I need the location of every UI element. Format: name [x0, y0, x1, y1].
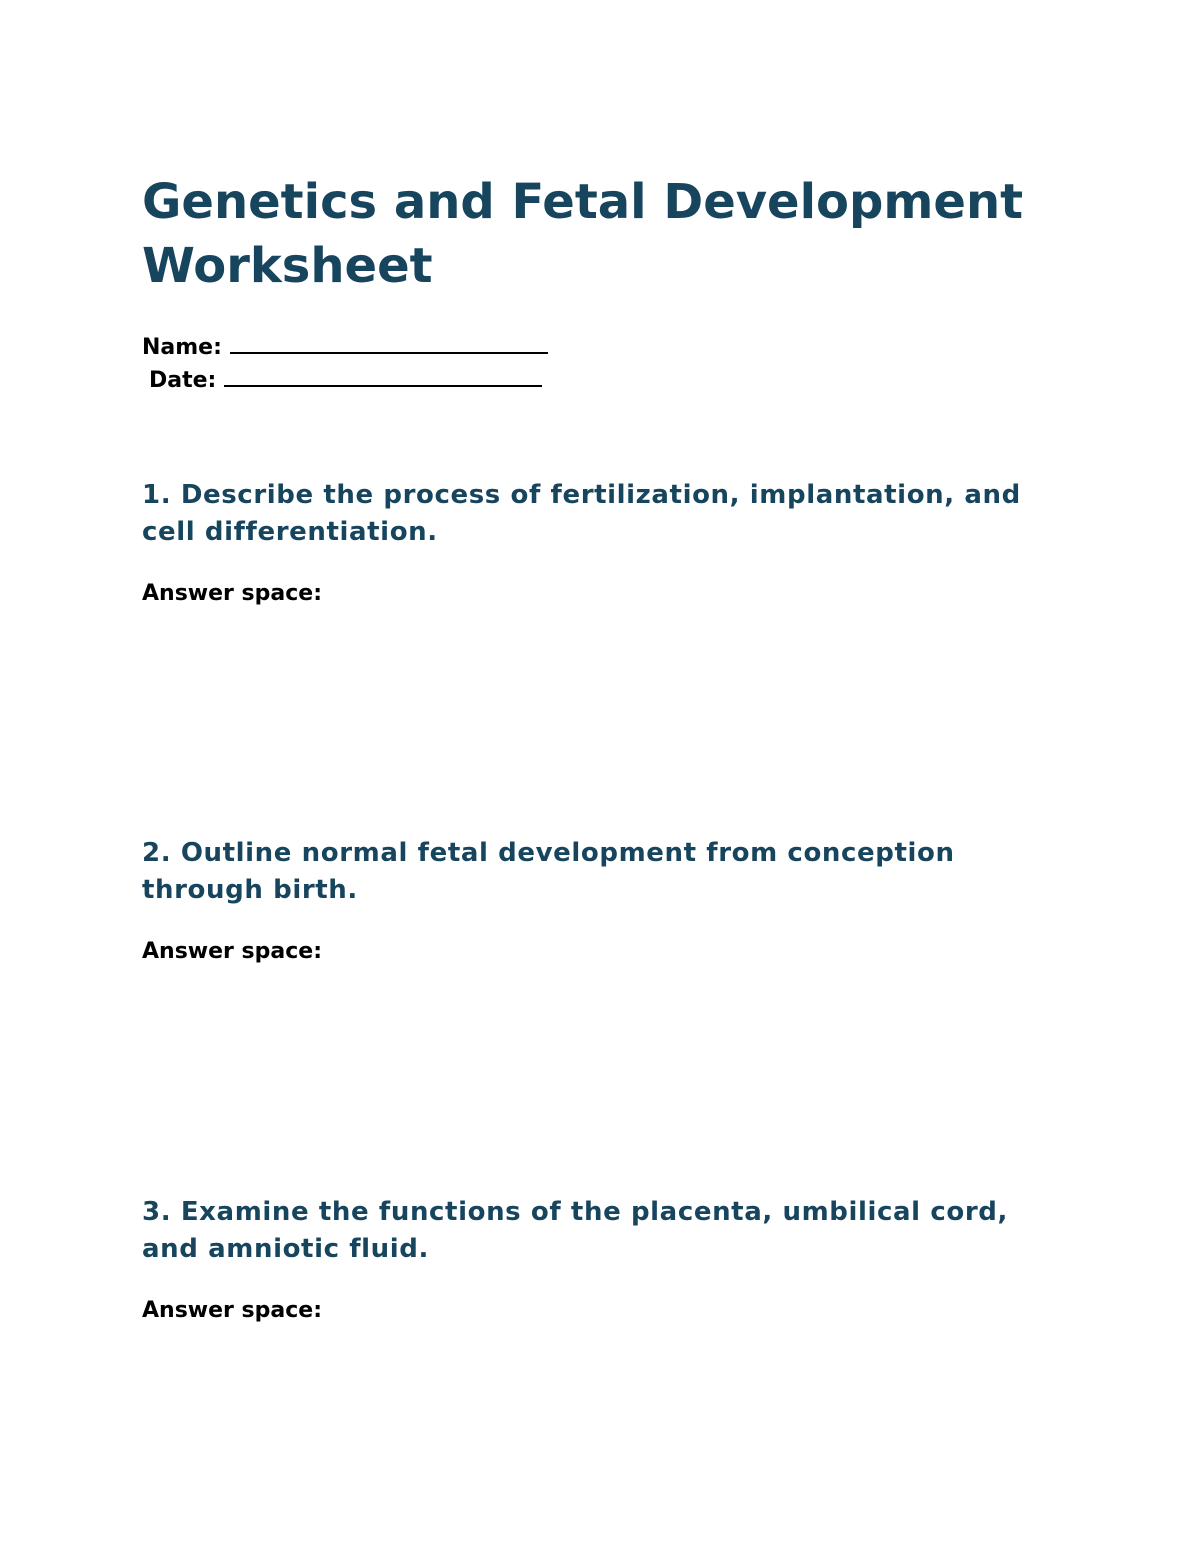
name-label: Name: — [142, 335, 222, 360]
date-field — [149, 363, 542, 396]
name-field — [142, 330, 548, 363]
date-blank-line — [224, 363, 542, 387]
name-blank-line — [230, 330, 548, 354]
answer-space-label-3: Answer space: — [142, 1298, 322, 1323]
question-3: 3. Examine the functions of the placenta, umbilical cord, and amniotic fluid. — [142, 1197, 1008, 1264]
question-1: 1. Describe the process of fertilization, implantation, and cell differentiation. — [142, 480, 1021, 547]
answer-space-label-2: Answer space: — [142, 939, 322, 964]
question-2: 2. Outline normal fetal development from conception through birth. — [142, 838, 955, 905]
answer-space-label-1: Answer space: — [142, 581, 322, 606]
worksheet-title: Genetics and Fetal Development Worksheet — [142, 174, 1024, 294]
date-label: Date: — [149, 368, 217, 393]
